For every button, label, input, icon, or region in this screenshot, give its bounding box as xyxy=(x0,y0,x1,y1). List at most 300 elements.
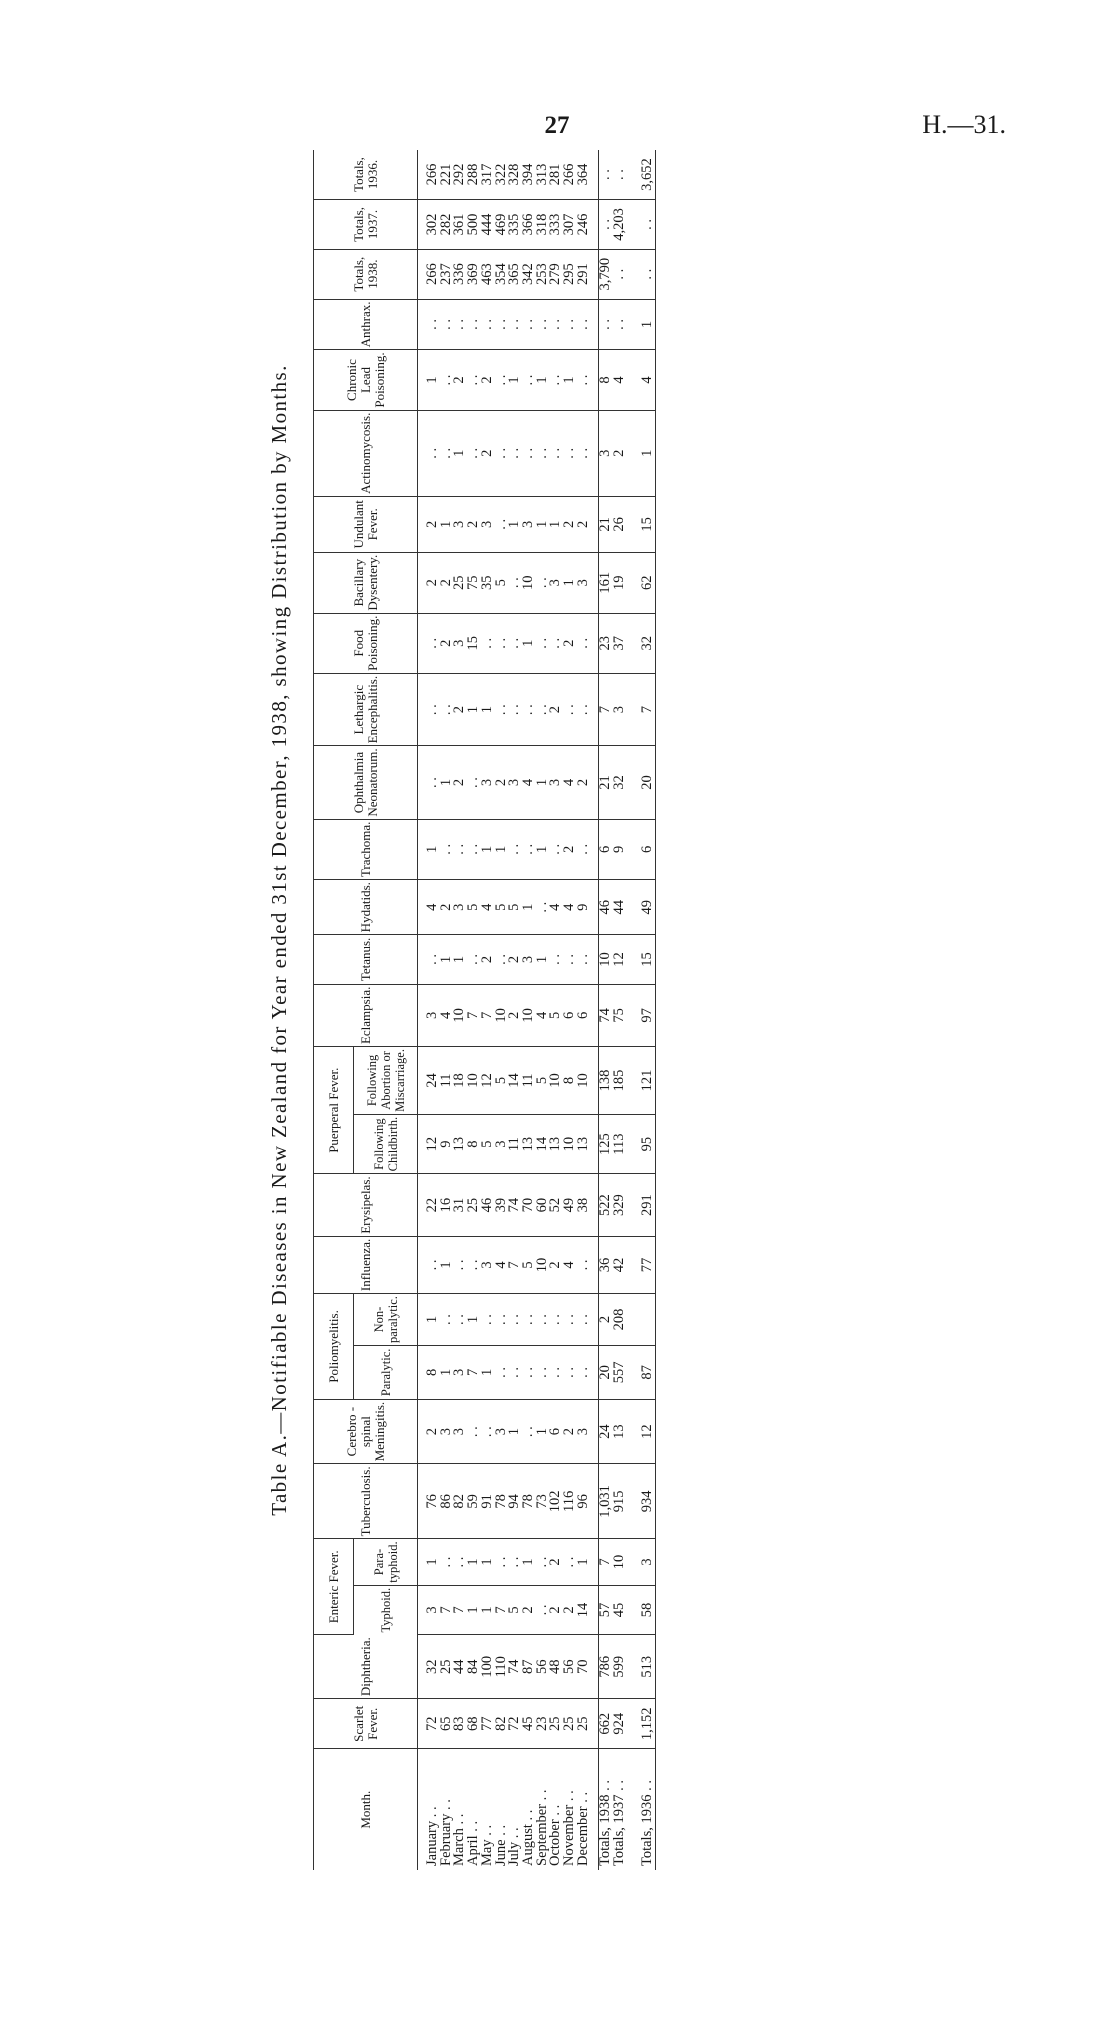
table-cell: 62 xyxy=(641,552,655,613)
table-cell: 138 xyxy=(599,1047,613,1115)
table-cell: 2 xyxy=(563,1585,577,1635)
table-cell: . . xyxy=(508,552,522,613)
table-cell: . . xyxy=(508,673,522,746)
table-cell: . . xyxy=(440,673,454,746)
table-cell: . . xyxy=(440,299,454,350)
header-following-childbirth: Following Childbirth. xyxy=(354,1114,418,1174)
table-cell: 1 xyxy=(440,1236,454,1293)
table-cell: 49 xyxy=(563,1174,577,1236)
table-cell: 2 xyxy=(549,1585,563,1635)
rotated-table-region xyxy=(265,150,795,1870)
table-cell: 3 xyxy=(599,410,613,496)
table-cell: 7 xyxy=(508,1236,522,1293)
table-cell: 266 xyxy=(426,249,440,299)
table-cell: 221 xyxy=(440,150,454,200)
table-cell: 82 xyxy=(453,1464,467,1539)
table-cell: 282 xyxy=(440,200,454,250)
header-ophthalmia-neonatorum: Ophthalmia Neonatorum. xyxy=(314,746,418,819)
table-cell: . . xyxy=(508,1539,522,1585)
header-totals-1938: Totals, 1938. xyxy=(314,249,418,299)
table-cell: 4 xyxy=(563,746,577,819)
table-cell: 13 xyxy=(577,1114,591,1174)
table-cell: 9 xyxy=(440,1114,454,1174)
table-cell: 6 xyxy=(549,1399,563,1464)
table-cell: 513 xyxy=(641,1635,655,1699)
table-cell: 25 xyxy=(467,1174,481,1236)
table-cell: . . xyxy=(563,935,577,984)
table-cell: 78 xyxy=(495,1464,509,1539)
table-cell: 7 xyxy=(495,1585,509,1635)
table-cell: 4 xyxy=(641,350,655,410)
table-cell: 23 xyxy=(599,613,613,673)
table-cell: 2 xyxy=(467,496,481,552)
row-label: August . . xyxy=(519,1809,536,1866)
table-cell: . . xyxy=(508,410,522,496)
table-cell: 26 xyxy=(613,496,627,552)
table-cell: 72 xyxy=(508,1699,522,1749)
table-cell: . . xyxy=(453,1236,467,1293)
table-cell: 77 xyxy=(481,1699,495,1749)
table-cell: . . xyxy=(495,496,509,552)
header-anthrax: Anthrax. xyxy=(314,299,418,350)
row-label: Totals, 1938 . . xyxy=(599,1749,613,1870)
table-cell: 87 xyxy=(522,1635,536,1699)
table-cell: 5 xyxy=(467,880,481,935)
table-cell: 4,203 xyxy=(613,200,627,250)
table-cell: 8 xyxy=(563,1047,577,1115)
table-cell: 1 xyxy=(536,350,550,410)
table-cell: 1 xyxy=(481,673,495,746)
header-totals-1937: Totals, 1937. xyxy=(314,200,418,250)
table-cell: 335 xyxy=(508,200,522,250)
table-cell: 336 xyxy=(453,249,467,299)
table-cell: 12 xyxy=(481,1047,495,1115)
table-cell: . . xyxy=(536,673,550,746)
table-cell: . . xyxy=(522,299,536,350)
row-label: April . . xyxy=(465,1820,482,1866)
table-cell: . . xyxy=(613,249,627,299)
table-cell: 12 xyxy=(641,1399,655,1464)
table-cell: 7 xyxy=(481,984,495,1046)
table-cell: 4 xyxy=(495,1236,509,1293)
table-cell: . . xyxy=(577,299,591,350)
table-cell: 4 xyxy=(481,880,495,935)
table-cell: 288 xyxy=(467,150,481,200)
table-cell: . . xyxy=(481,613,495,673)
table-cell: 10 xyxy=(522,984,536,1046)
table-cell: . . xyxy=(481,299,495,350)
table-cell: 21 xyxy=(599,746,613,819)
table-cell: 10 xyxy=(599,935,613,984)
table-cell: . . xyxy=(453,299,467,350)
table-cell: 3 xyxy=(522,496,536,552)
table-cell: 22 xyxy=(426,1174,440,1236)
table-cell: . . xyxy=(563,1345,577,1399)
table-cell: 10 xyxy=(577,1047,591,1115)
table-cell: . . xyxy=(549,350,563,410)
table-cell: 1 xyxy=(467,1585,481,1635)
table-cell: 3,790 xyxy=(599,249,613,299)
header-tuberculosis: Tuberculosis. xyxy=(314,1464,418,1539)
table-cell: 6 xyxy=(577,984,591,1046)
table-cell: . . xyxy=(467,935,481,984)
table-cell: . . xyxy=(577,1294,591,1346)
table-cell: 6 xyxy=(563,984,577,1046)
table-cell: 1 xyxy=(481,1585,495,1635)
table-cell: 1 xyxy=(495,819,509,880)
header-trachoma: Trachoma. xyxy=(314,819,418,880)
table-cell: 10 xyxy=(536,1236,550,1293)
table-cell: 934 xyxy=(641,1464,655,1539)
table-cell: . . xyxy=(495,1294,509,1346)
table-cell: 1 xyxy=(563,350,577,410)
table-cell: 557 xyxy=(613,1345,627,1399)
table-cell: 6 xyxy=(599,819,613,880)
table-cell: 3 xyxy=(522,935,536,984)
table-cell: . . xyxy=(563,673,577,746)
table-cell: 9 xyxy=(577,880,591,935)
table-cell: . . xyxy=(508,1294,522,1346)
table-cell: . . xyxy=(453,1539,467,1585)
table-cell: 1 xyxy=(426,1539,440,1585)
table-cell: 4 xyxy=(522,746,536,819)
table-cell: 10 xyxy=(495,984,509,1046)
table-cell: 318 xyxy=(536,200,550,250)
table-cell: 5 xyxy=(549,984,563,1046)
table-cell: 5 xyxy=(508,1585,522,1635)
table-cell: . . xyxy=(536,1294,550,1346)
table-cell: . . xyxy=(599,150,613,200)
table-cell: 46 xyxy=(481,1174,495,1236)
table-cell: 10 xyxy=(522,552,536,613)
table-cell: . . xyxy=(536,1585,550,1635)
table-cell: 2 xyxy=(440,552,454,613)
notifiable-diseases-table xyxy=(313,150,656,1870)
table-cell: 3 xyxy=(481,746,495,819)
table-cell: 1 xyxy=(536,496,550,552)
table-cell: 2 xyxy=(549,673,563,746)
table-cell: 42 xyxy=(613,1236,627,1293)
table-cell: 1 xyxy=(481,1345,495,1399)
table-cell: . . xyxy=(613,299,627,350)
table-cell: 1 xyxy=(426,819,440,880)
header-poliomyelitis: Poliomyelitis. xyxy=(314,1294,354,1400)
table-cell: 1 xyxy=(467,1294,481,1346)
table-cell: 662 xyxy=(599,1699,613,1749)
table-cell: . . xyxy=(549,613,563,673)
table-cell: 3 xyxy=(549,552,563,613)
table-cell: 1 xyxy=(641,299,655,350)
table-cell: 599 xyxy=(613,1635,627,1699)
table-cell: 1 xyxy=(522,613,536,673)
table-cell: 3 xyxy=(549,746,563,819)
header-food-poisoning: Food Poisoning. xyxy=(314,613,418,673)
table-cell: 59 xyxy=(467,1464,481,1539)
table-cell: . . xyxy=(495,1345,509,1399)
table-cell: 20 xyxy=(599,1345,613,1399)
header-actinomycosis: Actinomycosis. xyxy=(314,410,418,496)
table-cell: 83 xyxy=(453,1699,467,1749)
table-cell: 3 xyxy=(577,1399,591,1464)
table-cell: 915 xyxy=(613,1464,627,1539)
table-cell: 2 xyxy=(453,746,467,819)
table-cell: . . xyxy=(577,935,591,984)
table-cell: 365 xyxy=(508,249,522,299)
header-enteric-fever: Enteric Fever. xyxy=(314,1539,354,1635)
table-cell: 78 xyxy=(522,1464,536,1539)
table-cell: . . xyxy=(440,1539,454,1585)
spacer-cell xyxy=(627,1294,641,1346)
table-cell: 7 xyxy=(467,984,481,1046)
table-cell: 12 xyxy=(426,1114,440,1174)
table-cell: . . xyxy=(563,410,577,496)
table-cell: 1 xyxy=(508,350,522,410)
table-cell: 1 xyxy=(440,935,454,984)
table-cell: 74 xyxy=(599,984,613,1046)
row-label: March . . xyxy=(451,1813,468,1866)
table-cell: 333 xyxy=(549,200,563,250)
table-cell: 14 xyxy=(508,1047,522,1115)
table-cell: 10 xyxy=(563,1114,577,1174)
row-label: November . . xyxy=(561,1790,578,1866)
table-cell: 2 xyxy=(426,1399,440,1464)
table-cell: 4 xyxy=(613,350,627,410)
header-non-paralytic: Non-paralytic. xyxy=(354,1294,418,1346)
month-row xyxy=(577,150,591,1870)
row-label: Totals, 1936 . . xyxy=(638,1780,655,1866)
table-cell: 94 xyxy=(508,1464,522,1539)
table-cell: 65 xyxy=(440,1699,454,1749)
table-cell: 77 xyxy=(641,1236,655,1293)
table-cell: 1 xyxy=(426,350,440,410)
table-cell: . . xyxy=(495,1539,509,1585)
table-cell: 58 xyxy=(641,1585,655,1635)
table-cell: 3 xyxy=(481,496,495,552)
row-label: September . . xyxy=(533,1789,550,1866)
table-cell: 444 xyxy=(481,200,495,250)
table-cell: 208 xyxy=(613,1294,627,1346)
table-title: Table A.—Notifiable Diseases in New Zealand for Year ended 31st December, 1938, showing Distribution by Months. xyxy=(267,364,291,1516)
table-cell: . . xyxy=(536,1539,550,1585)
header-paralytic: Paralytic. xyxy=(354,1345,418,1399)
header-hydatids: Hydatids. xyxy=(314,880,418,935)
table-cell: 1 xyxy=(453,935,467,984)
table-cell: . . xyxy=(549,935,563,984)
table-cell: 125 xyxy=(599,1114,613,1174)
table-cell: . . xyxy=(549,1345,563,1399)
table-cell: 44 xyxy=(453,1635,467,1699)
table-cell: 7 xyxy=(440,1585,454,1635)
table-cell: 1 xyxy=(467,673,481,746)
table-cell: 102 xyxy=(549,1464,563,1539)
table-cell: . . xyxy=(467,1399,481,1464)
table-cell: 328 xyxy=(508,150,522,200)
table-cell: . . xyxy=(467,819,481,880)
table-cell: 10 xyxy=(453,984,467,1046)
table-cell: 45 xyxy=(613,1585,627,1635)
table-cell: 82 xyxy=(495,1699,509,1749)
table-cell: 24 xyxy=(426,1047,440,1115)
table-cell: 786 xyxy=(599,1635,613,1699)
table-cell: . . xyxy=(522,673,536,746)
table-cell: . . xyxy=(536,410,550,496)
table-cell: 3 xyxy=(426,984,440,1046)
row-label: June . . xyxy=(492,1824,509,1866)
table-cell: 266 xyxy=(426,150,440,200)
table-cell: 15 xyxy=(641,496,655,552)
table-cell: 9 xyxy=(613,819,627,880)
table-cell: 329 xyxy=(613,1174,627,1236)
table-cell: . . xyxy=(508,299,522,350)
table-cell: 1 xyxy=(440,496,454,552)
table-cell: . . xyxy=(599,200,613,250)
header-puerperal-fever: Puerperal Fever. xyxy=(314,1047,354,1174)
table-cell: 121 xyxy=(641,1047,655,1115)
table-cell: . . xyxy=(440,350,454,410)
table-cell: . . xyxy=(453,1294,467,1346)
table-cell: 32 xyxy=(613,746,627,819)
table-cell: 322 xyxy=(495,150,509,200)
table-cell: . . xyxy=(577,350,591,410)
table-cell: 2 xyxy=(563,1399,577,1464)
table-cell: 2 xyxy=(563,496,577,552)
table-cell: 469 xyxy=(495,200,509,250)
table-cell: 2 xyxy=(495,746,509,819)
table-cell: 2 xyxy=(613,410,627,496)
table-cell: . . xyxy=(508,613,522,673)
table-cell: 14 xyxy=(536,1114,550,1174)
table-cell: 291 xyxy=(641,1174,655,1236)
table-cell: . . xyxy=(426,935,440,984)
table-cell: 7 xyxy=(467,1345,481,1399)
table-cell: . . xyxy=(440,1294,454,1346)
table-cell: 1 xyxy=(577,1539,591,1585)
table-cell: 75 xyxy=(467,552,481,613)
row-label: July . . xyxy=(506,1827,523,1866)
table-cell: . . xyxy=(536,880,550,935)
table-cell: 45 xyxy=(522,1699,536,1749)
table-cell: 11 xyxy=(440,1047,454,1115)
table-cell: 2 xyxy=(563,613,577,673)
table-cell: . . xyxy=(599,299,613,350)
table-cell: 2 xyxy=(440,880,454,935)
table-cell: 4 xyxy=(549,880,563,935)
document-reference: H.—31. xyxy=(922,110,1006,139)
table-cell: 70 xyxy=(522,1174,536,1236)
row-label: December . . xyxy=(574,1791,591,1866)
table-cell: 317 xyxy=(481,150,495,200)
table-cell: 32 xyxy=(426,1635,440,1699)
table-cell: . . xyxy=(577,410,591,496)
table-cell: 3 xyxy=(495,1399,509,1464)
table-cell: 36 xyxy=(599,1236,613,1293)
row-label: January . . xyxy=(424,1806,440,1866)
table-cell: 2 xyxy=(522,1585,536,1635)
table-cell: 4 xyxy=(563,1236,577,1293)
table-cell: . . xyxy=(426,1236,440,1293)
table-cell: 354 xyxy=(495,249,509,299)
table-body xyxy=(418,150,656,1870)
table-cell: 2 xyxy=(481,410,495,496)
table-cell: 13 xyxy=(453,1114,467,1174)
table-cell: . . xyxy=(467,350,481,410)
table-cell: 279 xyxy=(549,249,563,299)
table-cell: 3 xyxy=(453,496,467,552)
table-cell: 2 xyxy=(440,613,454,673)
table-cell: . . xyxy=(536,613,550,673)
table-cell: . . xyxy=(549,299,563,350)
table-cell: 2 xyxy=(453,350,467,410)
table-cell: 1 xyxy=(536,1399,550,1464)
table-cell: . . xyxy=(522,410,536,496)
table-cell: 463 xyxy=(481,249,495,299)
table-cell: 2 xyxy=(577,746,591,819)
table-cell: 1 xyxy=(549,496,563,552)
table-cell: 72 xyxy=(426,1699,440,1749)
table-cell: 364 xyxy=(577,150,591,200)
table-cell: 6 xyxy=(641,819,655,880)
table-cell: . . xyxy=(467,410,481,496)
table-cell: 25 xyxy=(577,1699,591,1749)
table-cell: . . xyxy=(563,1539,577,1585)
table-cell: . . xyxy=(577,1236,591,1293)
table-cell: . . xyxy=(613,150,627,200)
table-cell: 56 xyxy=(536,1635,550,1699)
table-cell: 369 xyxy=(467,249,481,299)
table-cell: 3 xyxy=(481,1236,495,1293)
table-cell: 57 xyxy=(599,1585,613,1635)
table-cell: . . xyxy=(522,1294,536,1346)
table-cell: 11 xyxy=(522,1047,536,1115)
table-cell: 302 xyxy=(426,200,440,250)
header-diphtheria: Diphtheria. xyxy=(314,1635,418,1699)
table-cell: 3 xyxy=(453,1345,467,1399)
table-cell: 75 xyxy=(613,984,627,1046)
table-cell: 1 xyxy=(536,819,550,880)
table-cell: 4 xyxy=(536,984,550,1046)
table-cell: 116 xyxy=(563,1464,577,1539)
table-cell: 3 xyxy=(495,1114,509,1174)
header-tetanus: Tetanus. xyxy=(314,935,418,984)
table-cell: 13 xyxy=(549,1114,563,1174)
table-cell: . . xyxy=(495,299,509,350)
table-cell: . . xyxy=(536,299,550,350)
table-cell: 313 xyxy=(536,150,550,200)
table-cell: 5 xyxy=(536,1047,550,1115)
table-cell: 18 xyxy=(453,1047,467,1115)
table-cell: 84 xyxy=(467,1635,481,1699)
table-cell: 7 xyxy=(599,673,613,746)
table-cell: 1 xyxy=(467,1539,481,1585)
table-cell: 1,152 xyxy=(641,1699,655,1749)
table-cell: 292 xyxy=(453,150,467,200)
table-cell: 74 xyxy=(508,1635,522,1699)
table-cell: 1 xyxy=(453,410,467,496)
header-paratyphoid: Para-typhoid. xyxy=(354,1539,418,1585)
table-cell: 44 xyxy=(613,880,627,935)
table-cell: . . xyxy=(536,552,550,613)
header-erysipelas: Erysipelas. xyxy=(314,1174,418,1236)
table-cell: 522 xyxy=(599,1174,613,1236)
totals-row xyxy=(641,150,655,1870)
table-cell: 32 xyxy=(641,613,655,673)
header-scarlet-fever: Scarlet Fever. xyxy=(314,1699,418,1749)
table-cell: 21 xyxy=(599,496,613,552)
table-cell: 20 xyxy=(641,746,655,819)
row-label: May . . xyxy=(478,1824,495,1866)
header-influenza: Influenza. xyxy=(314,1236,418,1293)
table-cell: 16 xyxy=(440,1174,454,1236)
